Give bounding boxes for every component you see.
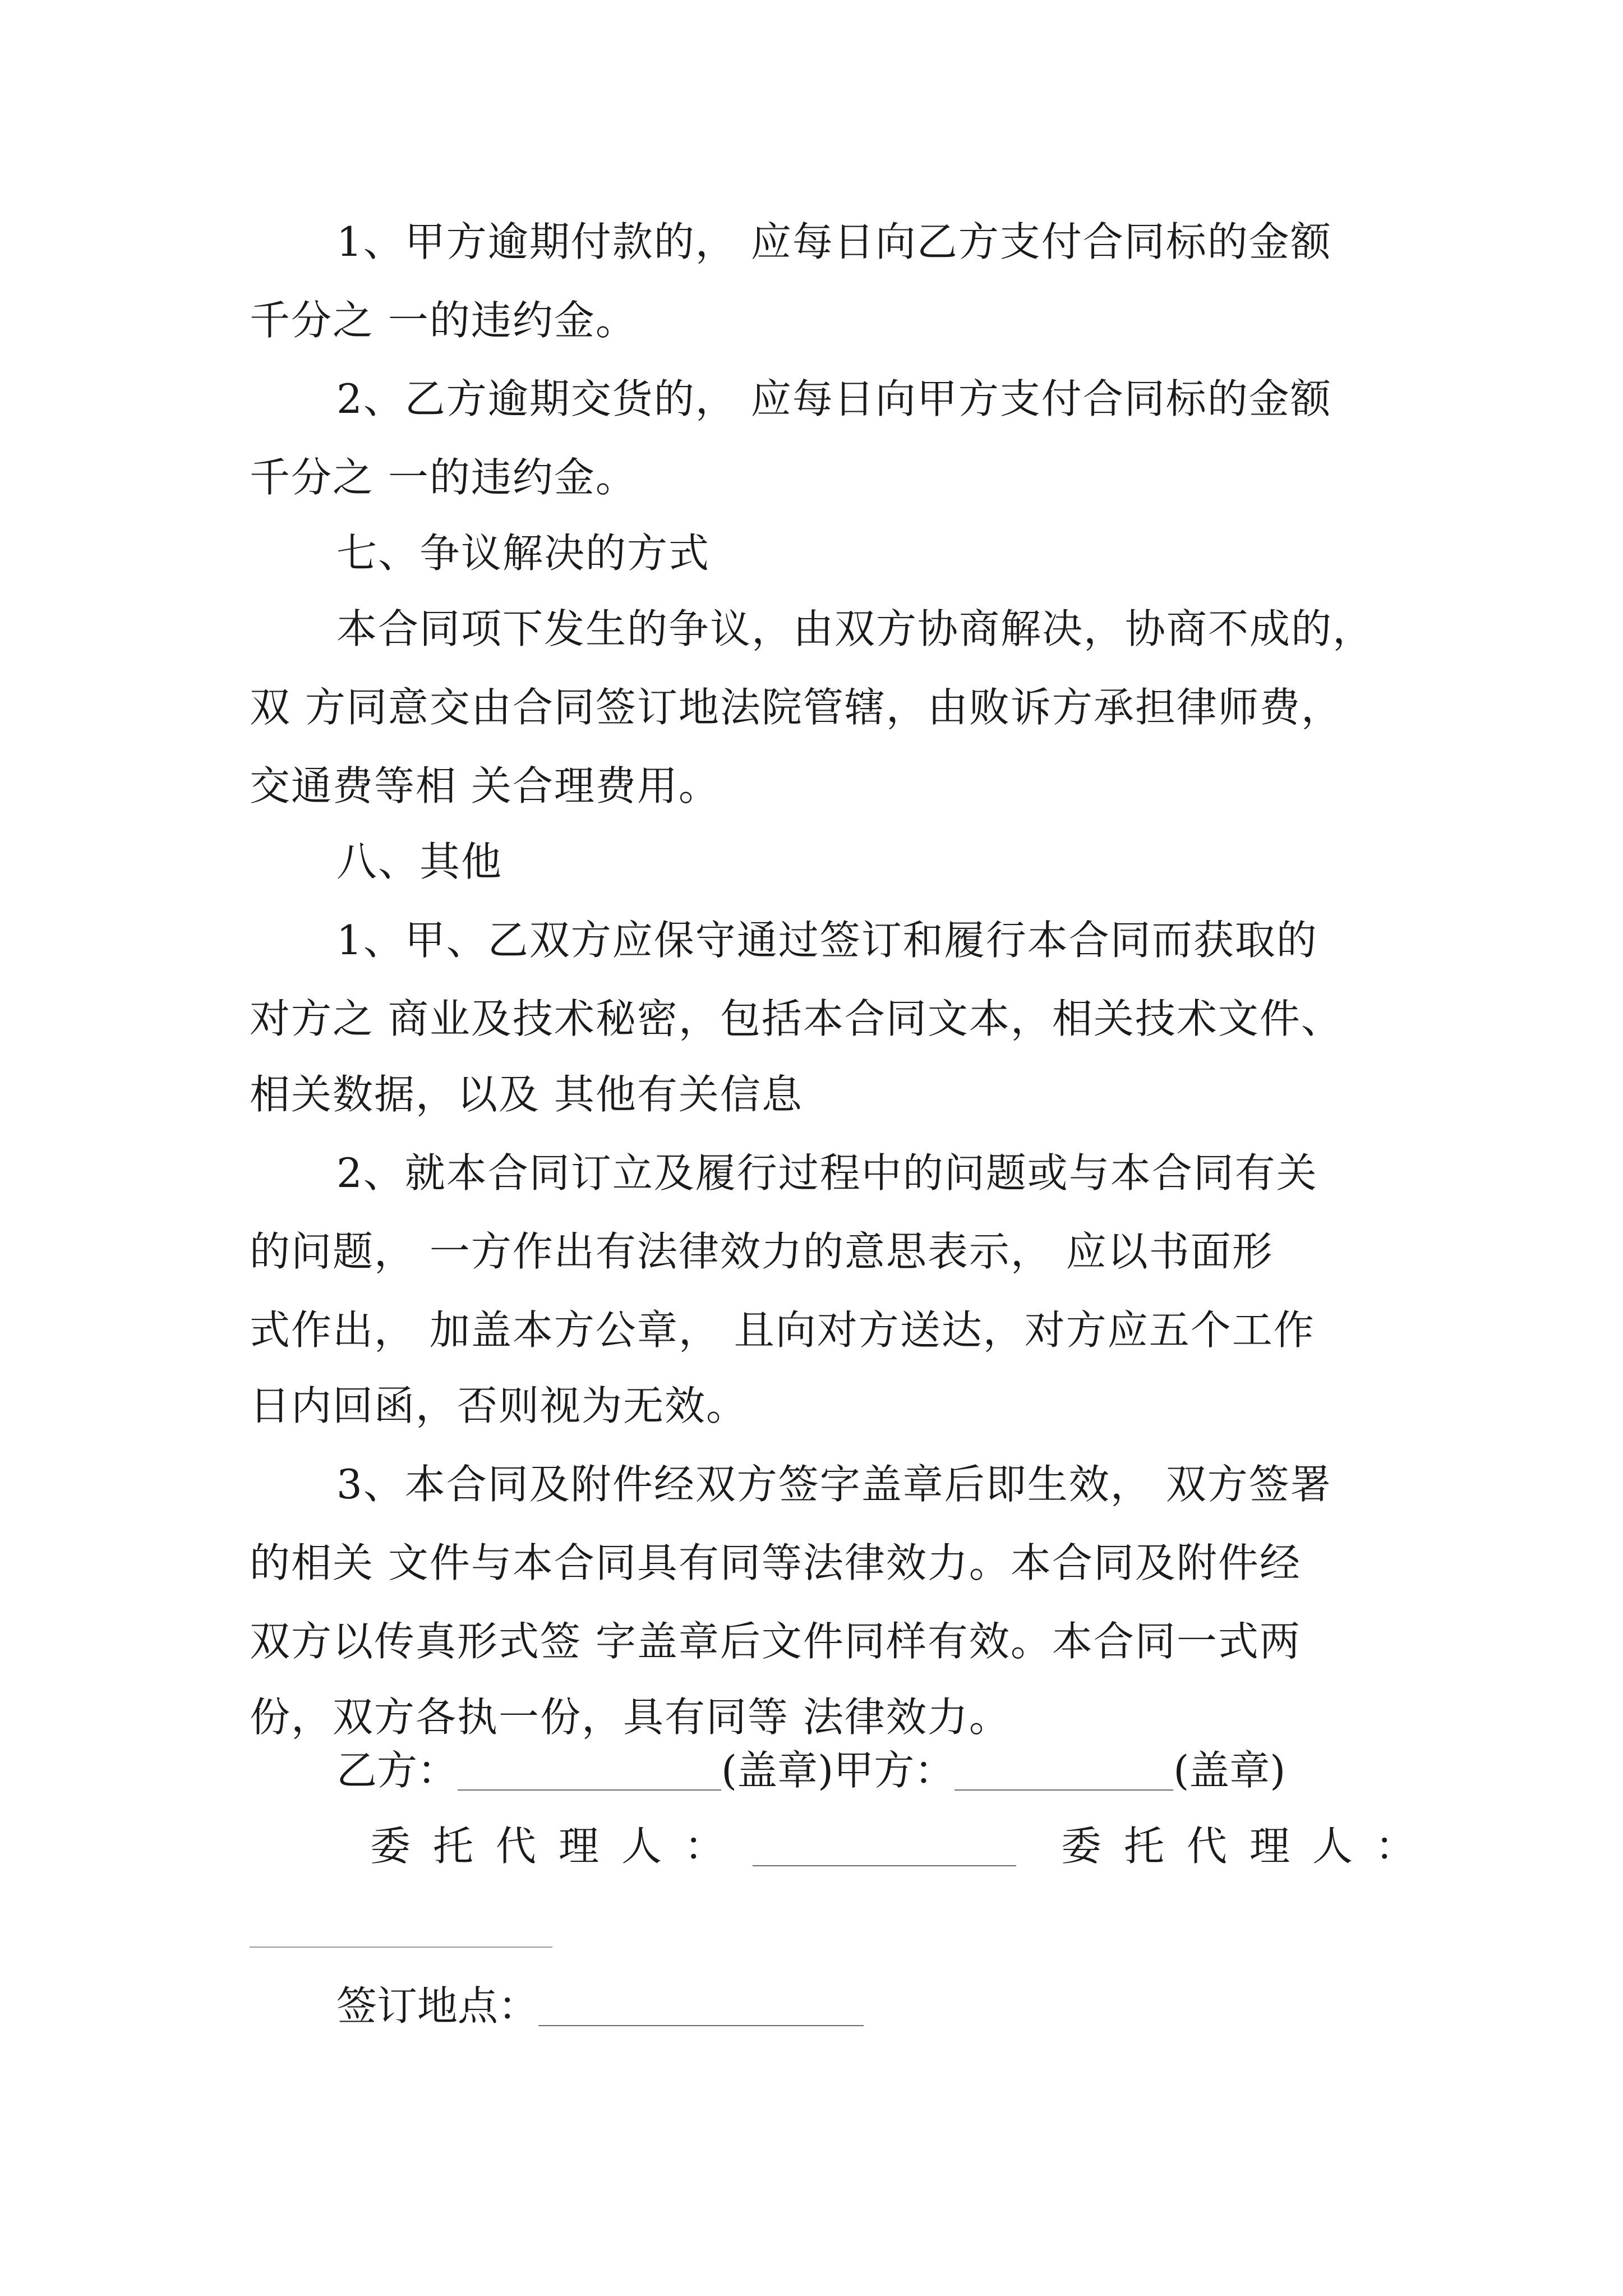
party-b-seal-label: (盖章) — [721, 1747, 834, 1794]
party-b-signature-field[interactable] — [458, 1754, 721, 1791]
agent-b-signature-field[interactable] — [753, 1829, 1016, 1866]
clause6-item1-line1: 1、甲方逾期付款的， 应每日向乙方支付合同标的金额 — [336, 218, 1332, 265]
clause8-item3-line1: 3、本合同及附件经双方签字盖章后即生效， 双方签署 — [336, 1461, 1332, 1508]
clause7-heading: 七、争议解决的方式 — [336, 530, 711, 577]
clause8-item1-line1: 1、甲、乙双方应保守通过签订和履行本合同而获取的 — [336, 917, 1318, 964]
clause6-item2-line2: 千分之 一的违约金。 — [250, 454, 637, 501]
agent-a-label: 委托代理人： — [1061, 1823, 1438, 1870]
agent-b-label: 委托代理人： — [370, 1823, 748, 1870]
clause7-line1: 本合同项下发生的争议，由双方协商解决，协商不成的， — [336, 605, 1375, 652]
party-a-label: 甲方： — [833, 1747, 955, 1794]
party-a-signature-field[interactable] — [955, 1754, 1173, 1791]
clause8-heading: 八、其他 — [336, 838, 503, 885]
clause8-item3-line4: 份，双方各执一份，具有同等 法律效力。 — [250, 1694, 1011, 1741]
clause6-item2-line1: 2、乙方逾期交货的， 应每日向甲方支付合同标的金额 — [336, 375, 1332, 422]
clause8-item2-line3: 式作出， 加盖本方公章， 且向对方送达，对方应五个工作 — [250, 1306, 1315, 1354]
clause8-item2-line2: 的问题， 一方作出有法律效力的意思表示， 应以书面形 — [250, 1228, 1274, 1275]
clause6-item1-line2: 千分之 一的违约金。 — [250, 297, 637, 344]
place-label: 签订地点： — [336, 1982, 539, 2030]
agent-a-signature-field[interactable] — [250, 1947, 552, 1948]
clause7-line2: 双 方同意交由合同签订地法院管辖，由败诉方承担律师费， — [250, 684, 1343, 731]
clause8-item1-line2: 对方之 商业及技术秘密，包括本合同文本，相关技术文件、 — [250, 995, 1343, 1042]
clause8-item2-line4: 日内回函，否则视为无效。 — [250, 1382, 748, 1429]
clause8-item1-line3: 相关数据，以及 其他有关信息 — [250, 1071, 803, 1118]
clause8-item3-line2: 的相关 文件与本合同具有同等法律效力。本合同及附件经 — [250, 1539, 1301, 1586]
place-field[interactable] — [538, 1989, 864, 2026]
clause8-item2-line1: 2、就本合同订立及履行过程中的问题或与本合同有关 — [336, 1149, 1318, 1197]
agent-signature-row — [370, 1823, 1438, 1870]
place-row — [336, 1982, 864, 2030]
clause7-line3: 交通费等相 关合理费用。 — [250, 762, 720, 809]
party-signature-row — [336, 1747, 1286, 1794]
party-a-seal-label: (盖章) — [1173, 1747, 1286, 1794]
clause8-item3-line3: 双方以传真形式签 字盖章后文件同样有效。本合同一式两 — [250, 1618, 1301, 1665]
party-b-label: 乙方： — [336, 1747, 458, 1794]
